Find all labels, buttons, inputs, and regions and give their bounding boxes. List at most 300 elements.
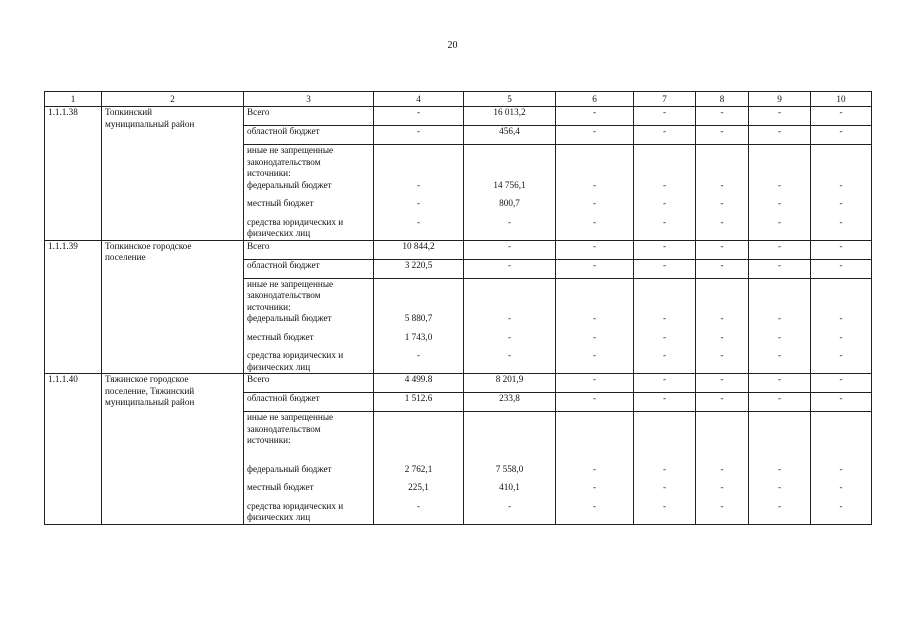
source-label: федеральный бюджет: [247, 463, 332, 474]
value: -: [592, 350, 597, 360]
blank-line: [377, 145, 460, 157]
value-cell: [634, 374, 696, 393]
spacer: [247, 447, 370, 464]
value: -: [507, 259, 512, 270]
value: -: [662, 107, 667, 117]
value-cell: [374, 107, 464, 126]
column-header: 3: [244, 92, 374, 107]
spacer: [699, 210, 745, 217]
value-cell: [634, 145, 696, 241]
value: -: [416, 500, 421, 511]
value: 16 013,2: [493, 107, 526, 117]
blank-line: [752, 279, 807, 291]
source-label: местный бюджет: [247, 331, 314, 342]
value-cell: [556, 240, 634, 259]
value: -: [720, 393, 724, 403]
spacer: [559, 343, 630, 350]
value: 3 220,5: [404, 259, 433, 270]
value-cell: [749, 393, 811, 412]
blank-line: [814, 145, 868, 157]
table-row: [45, 107, 872, 126]
value: -: [592, 482, 597, 492]
spacer: [699, 343, 745, 350]
other-sources-label: иные не запрещенные: [247, 412, 334, 422]
blank-line: [752, 435, 807, 447]
value: -: [416, 198, 421, 208]
column-header: 6: [556, 92, 634, 107]
spacer: [377, 494, 460, 501]
value: -: [592, 393, 597, 403]
blank-line: [752, 412, 807, 424]
blank-line: [467, 168, 552, 180]
value-cell: [464, 374, 556, 393]
value-cell: [556, 126, 634, 145]
blank-line: [467, 512, 552, 524]
column-header: 10: [811, 92, 872, 107]
value-cell: [374, 393, 464, 412]
blank-line: [559, 512, 630, 524]
value-cell: [374, 374, 464, 393]
value-cell: [749, 412, 811, 525]
item-name-line: Топкинское городское: [105, 240, 192, 251]
column-header: 5: [464, 92, 556, 107]
value: -: [662, 500, 667, 511]
value-cell: [556, 107, 634, 126]
blank-line: [814, 512, 868, 524]
blank-line: [699, 424, 745, 436]
blank-line: [752, 157, 807, 169]
spacer: [814, 475, 868, 482]
value-cell: [749, 240, 811, 259]
source-label: [244, 393, 374, 412]
blank-line: [752, 424, 807, 436]
spacer: [699, 325, 745, 332]
value: 456,4: [499, 126, 520, 136]
blank-line: [559, 168, 630, 180]
spacer: [814, 325, 868, 332]
source-label: [244, 240, 374, 259]
value: -: [662, 374, 667, 384]
spacer: [752, 475, 807, 482]
value-cell: [749, 107, 811, 126]
blank-line: [377, 157, 460, 169]
value: -: [662, 240, 667, 251]
column-header-row: [45, 92, 872, 107]
value-cell: [464, 278, 556, 374]
value-cell: [374, 145, 464, 241]
value: -: [592, 179, 597, 190]
source-label: физических лиц: [247, 512, 311, 522]
value: 2 762,1: [404, 463, 433, 474]
source-label: средства юридических и: [247, 216, 344, 227]
other-sources-label: законодательством: [247, 423, 321, 434]
spacer: [377, 325, 460, 332]
value-cell: [749, 126, 811, 145]
source-label: [244, 374, 374, 393]
value-cell: [556, 412, 634, 525]
spacer: [699, 447, 745, 464]
spacer: [637, 210, 692, 217]
blank-line: [637, 512, 692, 524]
blank-line: [637, 157, 692, 169]
value: -: [777, 463, 782, 474]
value: -: [662, 313, 667, 323]
value-cell: [749, 278, 811, 374]
value: -: [777, 198, 782, 208]
value: -: [839, 259, 843, 270]
table-row: [45, 240, 872, 259]
blank-line: [559, 228, 630, 240]
value: -: [839, 126, 843, 136]
value: 14 756,1: [493, 179, 526, 190]
spacer: [752, 494, 807, 501]
value: -: [777, 240, 782, 251]
blank-line: [699, 279, 745, 291]
source-label: средства юридических и: [247, 350, 344, 360]
spacer: [752, 447, 807, 464]
spacer: [467, 210, 552, 217]
value: -: [720, 179, 724, 190]
value-cell: [634, 126, 696, 145]
value: -: [720, 107, 724, 117]
value-cell: [696, 145, 749, 241]
value: -: [507, 350, 512, 360]
source-label: физических лиц: [247, 361, 311, 372]
value: -: [777, 393, 782, 403]
value: -: [777, 179, 782, 190]
value: -: [720, 331, 724, 342]
blank-line: [814, 302, 868, 314]
value-cell: [464, 126, 556, 145]
source-label: средства юридических и: [247, 500, 344, 511]
spacer: [637, 191, 692, 198]
value: -: [592, 107, 597, 117]
spacer: [752, 343, 807, 350]
value: -: [720, 350, 724, 360]
value-cell: [749, 145, 811, 241]
item-name-line: поселение, Тяжинский: [105, 385, 195, 396]
source-label: [244, 259, 374, 278]
blank-line: [559, 302, 630, 314]
spacer: [559, 191, 630, 198]
spacer: [559, 210, 630, 217]
spacer: [699, 475, 745, 482]
source-label-cell: [244, 278, 374, 374]
value-cell: [464, 259, 556, 278]
value: -: [592, 240, 597, 251]
value: -: [839, 107, 843, 117]
value: -: [416, 216, 421, 227]
blank-line: [637, 435, 692, 447]
column-header: 2: [102, 92, 244, 107]
item-code: 1.1.1.40: [45, 374, 102, 525]
spacer: [467, 343, 552, 350]
blank-line: [559, 145, 630, 157]
value: -: [720, 198, 724, 208]
spacer: [637, 447, 692, 464]
value: -: [839, 313, 843, 323]
blank-line: [559, 362, 630, 374]
item-name: [102, 240, 244, 374]
blank-line: [637, 145, 692, 157]
source-label-text: Всего: [247, 240, 270, 251]
blank-line: [467, 424, 552, 436]
value-cell: [811, 145, 872, 241]
value: -: [839, 331, 843, 342]
blank-line: [699, 512, 745, 524]
spacer: [559, 325, 630, 332]
source-label: федеральный бюджет: [247, 313, 332, 323]
blank-line: [814, 435, 868, 447]
blank-line: [377, 168, 460, 180]
blank-line: [752, 362, 807, 374]
item-name-line: поселение: [105, 252, 146, 262]
value: -: [777, 500, 782, 511]
value: -: [662, 350, 667, 360]
column-header: 4: [374, 92, 464, 107]
value: -: [839, 216, 843, 227]
value-cell: [696, 393, 749, 412]
blank-line: [699, 290, 745, 302]
blank-line: [467, 228, 552, 240]
blank-line: [699, 145, 745, 157]
spacer: [752, 191, 807, 198]
blank-line: [377, 412, 460, 424]
value: -: [720, 313, 724, 323]
value: -: [507, 240, 512, 251]
blank-line: [752, 168, 807, 180]
value-cell: [634, 259, 696, 278]
value: -: [416, 179, 421, 190]
source-label-cell: [244, 412, 374, 525]
spacer: [752, 210, 807, 217]
value-cell: [696, 278, 749, 374]
value-cell: [464, 412, 556, 525]
value: -: [592, 198, 597, 208]
blank-line: [814, 228, 868, 240]
value: 10 844,2: [402, 240, 435, 251]
spacer: [637, 325, 692, 332]
blank-line: [699, 362, 745, 374]
value: -: [662, 198, 667, 208]
blank-line: [637, 290, 692, 302]
value-cell: [556, 393, 634, 412]
spacer: [467, 191, 552, 198]
other-sources-label: иные не запрещенные: [247, 145, 334, 155]
value: 1 743,0: [404, 331, 433, 342]
blank-line: [559, 290, 630, 302]
value: -: [839, 500, 843, 511]
value-cell: [556, 374, 634, 393]
spacer: [637, 494, 692, 501]
value: -: [839, 463, 843, 474]
value: -: [592, 216, 597, 227]
source-label-text: областной бюджет: [247, 393, 320, 403]
spacer: [699, 494, 745, 501]
value: -: [839, 374, 843, 384]
blank-line: [377, 290, 460, 302]
value: -: [592, 500, 597, 511]
blank-line: [377, 228, 460, 240]
value: -: [777, 350, 782, 360]
value-cell: [696, 412, 749, 525]
blank-line: [559, 424, 630, 436]
blank-line: [637, 279, 692, 291]
blank-line: [377, 279, 460, 291]
item-code: 1.1.1.39: [45, 240, 102, 374]
blank-line: [699, 412, 745, 424]
item-name-line: Топкинский: [105, 107, 153, 117]
blank-line: [752, 228, 807, 240]
value-cell: [634, 240, 696, 259]
source-label: местный бюджет: [247, 482, 314, 492]
budget-table: [44, 91, 872, 525]
spacer: [814, 210, 868, 217]
column-header: 8: [696, 92, 749, 107]
value: -: [720, 259, 724, 270]
value: -: [720, 374, 724, 384]
value-cell: [556, 278, 634, 374]
item-name-line: муниципальный район: [105, 397, 195, 407]
spacer: [467, 494, 552, 501]
value-cell: [634, 278, 696, 374]
value: -: [662, 463, 667, 474]
value: -: [416, 350, 421, 360]
blank-line: [814, 424, 868, 436]
blank-line: [637, 302, 692, 314]
blank-line: [637, 424, 692, 436]
blank-line: [467, 362, 552, 374]
value: -: [507, 216, 512, 227]
other-sources-label: источники:: [247, 168, 291, 178]
value: 4 499.8: [404, 374, 433, 384]
value-cell: [374, 278, 464, 374]
spacer: [699, 191, 745, 198]
spacer: [467, 447, 552, 464]
value: -: [592, 313, 597, 323]
value-cell: [811, 412, 872, 525]
source-label-cell: [244, 145, 374, 241]
value: -: [662, 259, 667, 270]
spacer: [247, 343, 370, 350]
value: -: [662, 179, 667, 190]
value-cell: [556, 259, 634, 278]
blank-line: [559, 435, 630, 447]
budget-table-body: [45, 92, 872, 525]
blank-line: [699, 157, 745, 169]
value: -: [720, 240, 724, 251]
value: -: [662, 216, 667, 227]
value: -: [777, 313, 782, 323]
value-cell: [811, 107, 872, 126]
column-header: 7: [634, 92, 696, 107]
blank-line: [377, 512, 460, 524]
source-label: местный бюджет: [247, 198, 314, 208]
page-number: 20: [447, 40, 458, 51]
blank-line: [637, 412, 692, 424]
column-header: 1: [45, 92, 102, 107]
blank-line: [699, 435, 745, 447]
value-cell: [374, 240, 464, 259]
value: 800,7: [499, 198, 520, 208]
source-label: физических лиц: [247, 228, 311, 238]
value-cell: [374, 126, 464, 145]
spacer: [247, 475, 370, 482]
value: -: [777, 107, 782, 117]
item-name-line: Тяжинское городское: [105, 374, 189, 384]
value: -: [839, 350, 843, 360]
blank-line: [559, 412, 630, 424]
value-cell: [811, 126, 872, 145]
spacer: [377, 191, 460, 198]
other-sources-label: законодательством: [247, 156, 321, 167]
value-cell: [374, 259, 464, 278]
blank-line: [377, 302, 460, 314]
value-cell: [696, 240, 749, 259]
source-label-text: Всего: [247, 107, 270, 117]
blank-line: [467, 157, 552, 169]
value: 5 880,7: [404, 313, 433, 323]
blank-line: [637, 168, 692, 180]
spacer: [814, 191, 868, 198]
spacer: [637, 475, 692, 482]
blank-line: [814, 168, 868, 180]
value-cell: [811, 278, 872, 374]
blank-line: [377, 362, 460, 374]
value: 1 512.6: [404, 393, 433, 403]
spacer: [814, 447, 868, 464]
value-cell: [749, 259, 811, 278]
blank-line: [467, 145, 552, 157]
value: -: [592, 331, 597, 342]
spacer: [467, 325, 552, 332]
value-cell: [811, 240, 872, 259]
value: -: [777, 374, 782, 384]
value: 410,1: [499, 482, 520, 492]
value: -: [507, 500, 512, 511]
other-sources-label: источники:: [247, 435, 291, 445]
value-cell: [696, 107, 749, 126]
value: -: [592, 126, 597, 136]
blank-line: [814, 412, 868, 424]
value: -: [720, 482, 724, 492]
value: -: [839, 393, 843, 403]
value-cell: [811, 374, 872, 393]
spacer: [814, 343, 868, 350]
value: -: [592, 259, 597, 270]
blank-line: [699, 302, 745, 314]
value-cell: [464, 240, 556, 259]
value: -: [777, 126, 782, 136]
value: -: [777, 331, 782, 342]
value-cell: [464, 393, 556, 412]
value-cell: [749, 374, 811, 393]
blank-line: [377, 424, 460, 436]
blank-line: [637, 228, 692, 240]
value-cell: [634, 412, 696, 525]
spacer: [377, 210, 460, 217]
spacer: [377, 475, 460, 482]
value-cell: [696, 374, 749, 393]
value-cell: [464, 145, 556, 241]
spacer: [377, 447, 460, 464]
blank-line: [467, 412, 552, 424]
value: -: [839, 198, 843, 208]
item-name-line: муниципальный район: [105, 118, 195, 129]
value-cell: [696, 259, 749, 278]
value: 7 558,0: [495, 463, 524, 474]
value: -: [777, 259, 782, 270]
